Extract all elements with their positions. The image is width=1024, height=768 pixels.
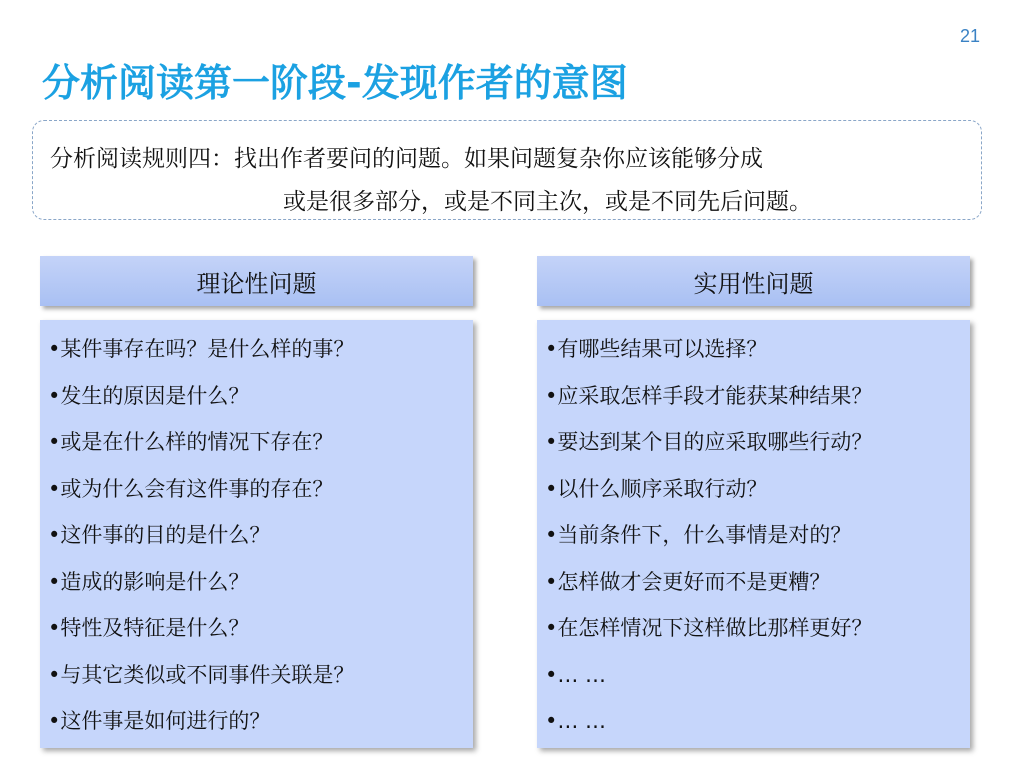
list-item: •这件事的目的是什么？ [48, 523, 271, 547]
list-item: •这件事是如何进行的？ [48, 709, 271, 733]
list-item: •某件事存在吗？是什么样的事？ [48, 337, 355, 361]
list-item: •或为什么会有这件事的存在？ [48, 476, 334, 501]
list-item: •特性及特征是什么？ [48, 616, 250, 640]
list-item: •以什么顺序采取行动？ [545, 476, 768, 501]
list-item: •有哪些结果可以选择？ [545, 337, 768, 361]
list-item: •怎样做才会更好而不是更糟？ [545, 569, 831, 594]
list-item: •… … [545, 709, 607, 733]
list-item: •要达到某个目的应采取哪些行动？ [545, 430, 873, 454]
list-item: •发生的原因是什么？ [48, 383, 250, 408]
list-item: •或是在什么样的情况下存在？ [48, 430, 334, 454]
rule-text-line-2: 或是很多部分，或是不同主次，或是不同先后问题。 [283, 189, 812, 215]
list-item: •… … [545, 662, 607, 687]
theoretical-questions-list [40, 320, 473, 748]
list-item: •造成的影响是什么？ [48, 569, 250, 594]
list-item: •在怎样情况下这样做比那样更好？ [545, 616, 873, 640]
slide-title: 分析阅读第一阶段-发现作者的意图 [42, 61, 628, 105]
practical-questions-list [537, 320, 970, 748]
page-number: 21 [959, 26, 980, 46]
rule-text-line-1: 分析阅读规则四：找出作者要问的问题。如果问题复杂你应该能够分成 [50, 146, 763, 172]
list-item: •应采取怎样手段才能获某种结果？ [545, 383, 873, 408]
theoretical-questions-header: 理论性问题 [40, 256, 473, 306]
list-item: •与其它类似或不同事件关联是？ [48, 662, 355, 687]
list-item: •当前条件下，什么事情是对的？ [545, 523, 852, 547]
practical-questions-header: 实用性问题 [537, 256, 970, 306]
